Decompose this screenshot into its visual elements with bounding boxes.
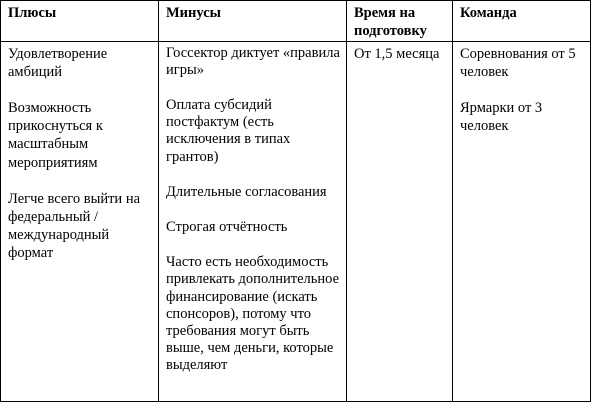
pros-item: Легче всего выйти на федеральный / международный формат [8,190,141,262]
header-cons: Минусы [159,1,347,42]
table-header-row [1,1,591,42]
cons-item: Длительные согласования [166,183,327,200]
table-row [1,41,591,401]
cons-cell [159,41,347,401]
pros-item: Возможность прикоснуться к масштабным мероприятиям [8,100,103,171]
pros-item: Удовлетворение амбиций [8,45,108,80]
team-cell [453,41,591,401]
header-prep-time: Время на подготовку [347,1,453,42]
team-item: Соревнования от 5 человек [460,45,576,80]
cons-item: Строгая отчётность [166,219,288,236]
cons-item: Госсектор диктует «правила игры» [166,44,340,78]
team-item: Ярмарки от 3 человек [460,100,543,135]
prep-time-cell [347,41,453,401]
cons-item: Часто есть необходимость привлекать дополнительное финансирование (искать спонсоров), потому что требования могут быть выше, чем деньги, которые выделяют [166,254,340,374]
prep-time-item: От 1,5 месяца [354,45,440,62]
header-team: Команда [453,1,591,42]
cons-item: Оплата субсидий постфактум (есть исключения в типах грантов) [166,97,291,165]
pros-cell [1,41,159,401]
header-pros: Плюсы [1,1,159,42]
